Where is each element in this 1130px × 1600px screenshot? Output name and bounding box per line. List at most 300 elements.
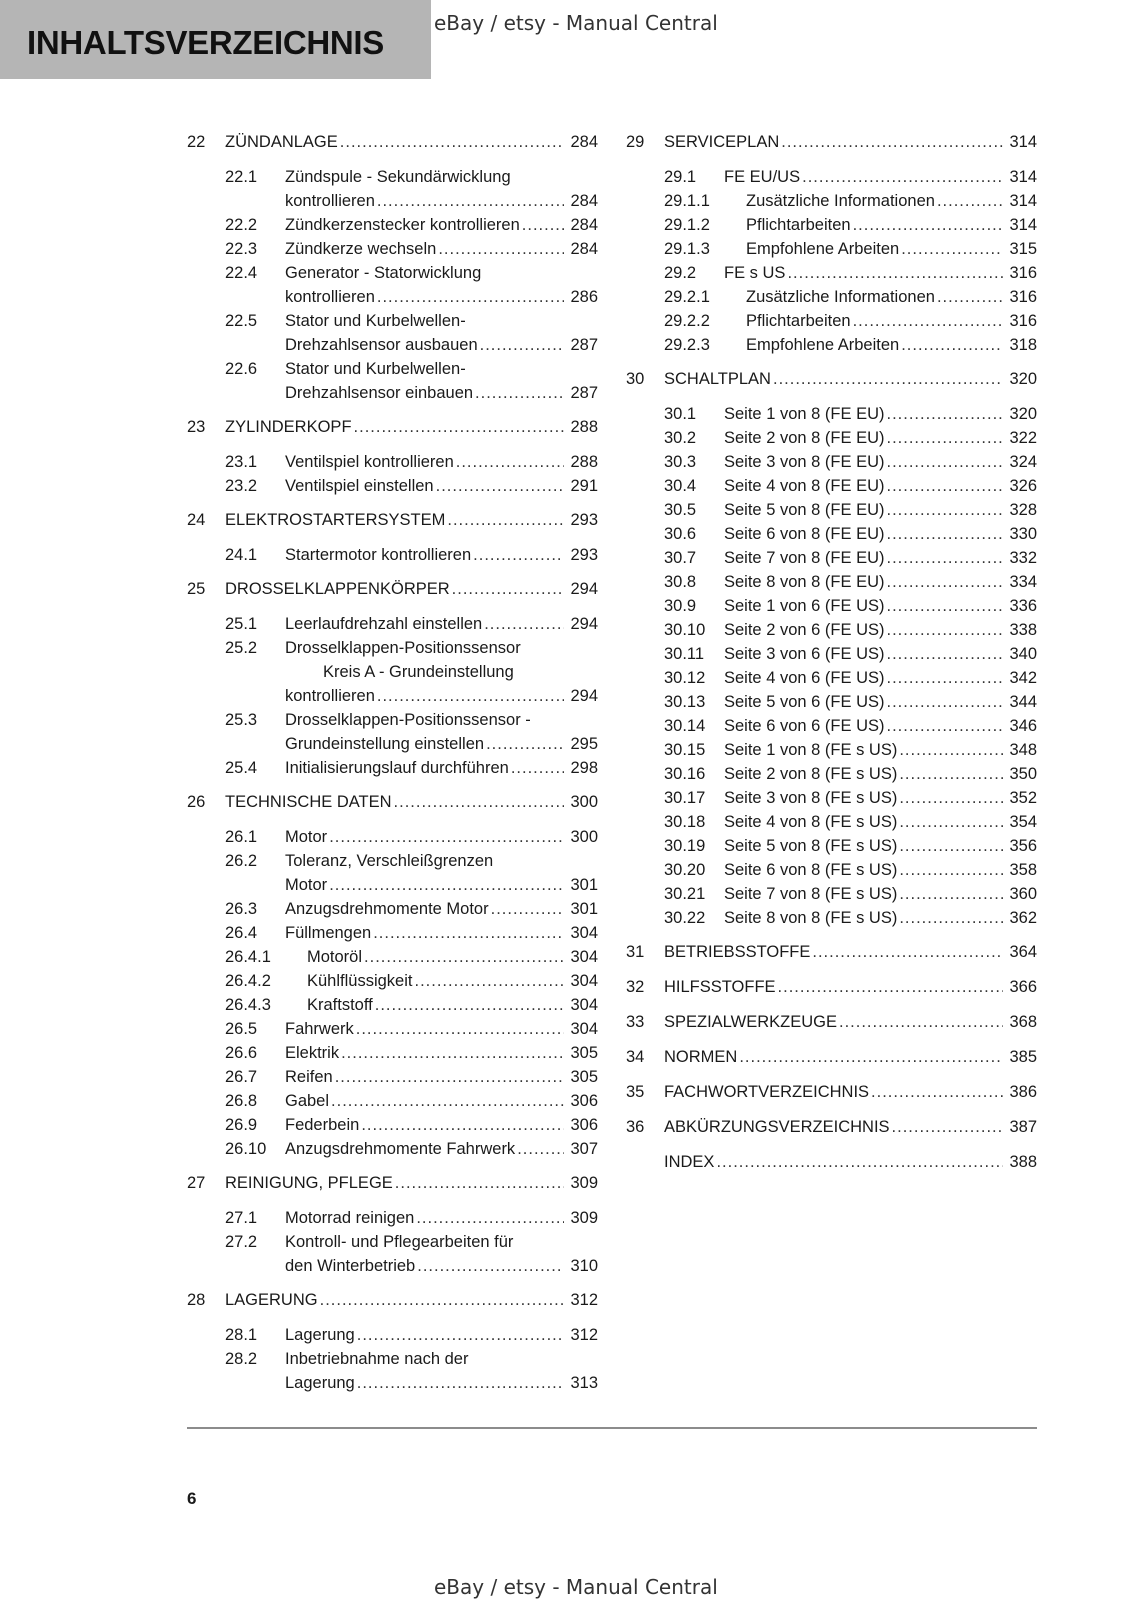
toc-entry[interactable]	[187, 612, 598, 636]
entry-page: 360	[1009, 885, 1037, 903]
entry-title: den Winterbetrieb	[285, 1257, 416, 1275]
leader-dots	[414, 969, 564, 993]
toc-entry[interactable]	[626, 402, 1037, 426]
leader-dots	[716, 1150, 1003, 1174]
toc-entry[interactable]	[626, 189, 1037, 213]
entry-title-line	[664, 189, 1037, 213]
entry-title: Seite 5 von 8 (FE EU)	[724, 501, 885, 519]
entry-title: Seite 8 von 8 (FE EU)	[724, 573, 885, 591]
entry-page: 342	[1009, 669, 1037, 687]
entry-page: 315	[1009, 240, 1037, 258]
entry-title-line	[225, 165, 598, 189]
entry-title: Initialisierungslauf durchführen	[285, 759, 509, 777]
entry-page: 336	[1009, 597, 1037, 615]
leader-dots	[886, 642, 1003, 666]
entry-page: 316	[1009, 288, 1037, 306]
entry-title-line	[664, 834, 1037, 858]
toc-entry[interactable]	[626, 165, 1037, 189]
entry-title: kontrollieren	[285, 687, 375, 705]
leader-dots	[886, 570, 1003, 594]
entry-number: 30.7	[664, 549, 697, 567]
entry-title-line	[664, 450, 1037, 474]
toc-chapter	[187, 1288, 598, 1395]
toc-entry[interactable]	[187, 543, 598, 567]
entry-title: Seite 1 von 8 (FE EU)	[724, 405, 885, 423]
entry-title-line	[664, 333, 1037, 357]
entry-title: Pflichtarbeiten	[746, 216, 851, 234]
chapter-title: ZÜNDANLAGE	[225, 133, 338, 151]
toc-entry[interactable]	[626, 474, 1037, 498]
entry-page: 304	[570, 924, 598, 942]
entry-title-line	[664, 546, 1037, 570]
entry-page: 305	[570, 1068, 598, 1086]
entry-number: 30.10	[664, 621, 706, 639]
chapter-page: 366	[1009, 978, 1037, 996]
chapter-number: 32	[626, 978, 645, 996]
toc-chapter-heading[interactable]	[187, 508, 598, 532]
entry-title-part: Stator und Kurbelwellen-	[285, 312, 466, 330]
chapter-title: DROSSELKLAPPENKÖRPER	[225, 580, 450, 598]
leader-dots	[491, 897, 564, 921]
entry-number: 23.1	[225, 453, 258, 471]
leader-dots	[802, 165, 1003, 189]
chapter-title: SCHALTPLAN	[664, 370, 771, 388]
toc-entry[interactable]	[187, 849, 598, 897]
entry-title-part: Stator und Kurbelwellen-	[285, 360, 466, 378]
entry-page: 301	[570, 876, 598, 894]
leader-dots	[356, 1017, 564, 1041]
toc-entry[interactable]	[187, 897, 598, 921]
chapter-number: 25	[187, 580, 206, 598]
toc-chapter-heading[interactable]	[187, 130, 598, 154]
leader-dots	[812, 940, 1003, 964]
leader-dots	[394, 790, 564, 814]
leader-dots	[377, 189, 564, 213]
entry-number: 26.2	[225, 852, 258, 870]
entry-number: 29.1	[664, 168, 697, 186]
entry-number: 30.1	[664, 405, 697, 423]
entry-number: 29.1.3	[664, 240, 710, 258]
entry-title-line	[225, 381, 598, 405]
entry-title-line	[664, 165, 1037, 189]
entry-title-part: Drosselklappen-Positionssensor	[285, 639, 521, 657]
leader-dots	[375, 993, 564, 1017]
toc-entry[interactable]	[187, 708, 598, 756]
entry-page: 304	[570, 996, 598, 1014]
leader-dots	[456, 450, 564, 474]
page-number: 6	[187, 1489, 197, 1508]
entry-number: 23.2	[225, 477, 258, 495]
leader-dots	[899, 786, 1003, 810]
leader-dots	[901, 333, 1003, 357]
toc-chapter-heading[interactable]	[187, 1171, 598, 1195]
entry-number: 30.19	[664, 837, 706, 855]
entry-number: 26.1	[225, 828, 258, 846]
entry-page: 348	[1009, 741, 1037, 759]
watermark-bottom: eBay / etsy - Manual Central	[434, 1575, 718, 1599]
entry-number: 30.20	[664, 861, 706, 879]
entry-title: Kraftstoff	[307, 996, 373, 1014]
entry-title: Seite 2 von 8 (FE EU)	[724, 429, 885, 447]
entry-number: 30.21	[664, 885, 706, 903]
toc-chapter-heading[interactable]	[187, 415, 598, 439]
toc-entry[interactable]	[187, 309, 598, 357]
chapter-number: 30	[626, 370, 645, 388]
chapter-title: INDEX	[664, 1153, 715, 1171]
toc-entry[interactable]	[187, 357, 598, 405]
entry-page: 298	[570, 759, 598, 777]
entry-title: Gabel	[285, 1092, 330, 1110]
entry-number: 29.2.1	[664, 288, 710, 306]
entry-page: 332	[1009, 549, 1037, 567]
toc-entry[interactable]	[626, 309, 1037, 333]
toc-entry[interactable]	[626, 333, 1037, 357]
toc-entry[interactable]	[187, 1041, 598, 1065]
chapter-title: LAGERUNG	[225, 1291, 318, 1309]
leader-dots	[899, 858, 1003, 882]
entry-number: 26.9	[225, 1116, 258, 1134]
chapter-number: 35	[626, 1083, 645, 1101]
entry-title: Startermotor kontrollieren	[285, 546, 472, 564]
entry-title: Grundeinstellung einstellen	[285, 735, 485, 753]
toc-chapter	[626, 130, 1037, 357]
toc-entry[interactable]	[626, 738, 1037, 762]
entry-page: 350	[1009, 765, 1037, 783]
entry-title: Seite 4 von 8 (FE EU)	[724, 477, 885, 495]
entry-number: 30.14	[664, 717, 706, 735]
toc-entry[interactable]	[187, 165, 598, 213]
entry-title-line	[225, 357, 598, 381]
entry-title: Seite 3 von 6 (FE US)	[724, 645, 885, 663]
toc-entry[interactable]	[187, 1137, 598, 1161]
leader-dots	[377, 285, 564, 309]
entry-title: Seite 6 von 8 (FE s US)	[724, 861, 898, 879]
entry-page: 330	[1009, 525, 1037, 543]
toc-entry[interactable]	[626, 498, 1037, 522]
entry-title: Reifen	[285, 1068, 333, 1086]
toc-entry[interactable]	[187, 1065, 598, 1089]
leader-dots	[480, 333, 564, 357]
entry-title-line	[225, 543, 598, 567]
chapter-page: 309	[570, 1174, 598, 1192]
footer-divider	[187, 1427, 1037, 1429]
watermark-top: eBay / etsy - Manual Central	[434, 11, 718, 35]
leader-dots	[886, 450, 1003, 474]
leader-dots	[377, 684, 564, 708]
toc-entry[interactable]	[626, 618, 1037, 642]
toc-chapter	[187, 508, 598, 567]
entry-title-line	[664, 738, 1037, 762]
entry-title-line	[225, 1371, 598, 1395]
entry-number: 30.5	[664, 501, 697, 519]
entry-title-line	[225, 1041, 598, 1065]
toc-chapter	[187, 415, 598, 498]
entry-title: Seite 6 von 6 (FE US)	[724, 717, 885, 735]
entry-title-part: Drosselklappen-Positionssensor -	[285, 711, 531, 729]
entry-title-line	[225, 1113, 598, 1137]
entry-title-line	[664, 762, 1037, 786]
entry-title: Seite 5 von 6 (FE US)	[724, 693, 885, 711]
entry-title: Kühlflüssigkeit	[307, 972, 413, 990]
toc-entry[interactable]	[626, 426, 1037, 450]
entry-title: Seite 6 von 8 (FE EU)	[724, 525, 885, 543]
toc-entry[interactable]	[187, 921, 598, 945]
toc-entry[interactable]	[626, 786, 1037, 810]
toc-entry[interactable]	[187, 1113, 598, 1137]
toc-chapter-heading[interactable]	[626, 130, 1037, 154]
entry-title-line	[225, 1089, 598, 1113]
entry-page: 304	[570, 948, 598, 966]
entry-title: Lagerung	[285, 1374, 355, 1392]
entry-page: 320	[1009, 405, 1037, 423]
toc-entry[interactable]	[626, 906, 1037, 930]
entry-page: 313	[570, 1374, 598, 1392]
toc-chapter	[626, 1010, 1037, 1034]
toc-entry[interactable]	[626, 450, 1037, 474]
toc-entry[interactable]	[626, 546, 1037, 570]
toc-entry[interactable]	[626, 762, 1037, 786]
entry-number: 29.2	[664, 264, 697, 282]
leader-dots	[436, 474, 564, 498]
toc-chapter	[626, 1080, 1037, 1104]
toc-chapter	[626, 1115, 1037, 1139]
leader-dots	[886, 690, 1003, 714]
chapter-page: 385	[1009, 1048, 1037, 1066]
entry-number: 29.2.2	[664, 312, 710, 330]
entry-title: Seite 1 von 6 (FE US)	[724, 597, 885, 615]
toc-chapter-heading[interactable]	[626, 940, 1037, 964]
entry-title: Federbein	[285, 1116, 360, 1134]
toc-entry[interactable]	[187, 450, 598, 474]
entry-title-line	[664, 522, 1037, 546]
entry-title-line	[225, 1347, 598, 1371]
entry-title-part: Inbetriebnahme nach der	[285, 1350, 469, 1368]
toc-entry[interactable]	[187, 261, 598, 309]
entry-title-line	[664, 714, 1037, 738]
entry-number: 30.12	[664, 669, 706, 687]
leader-dots	[395, 1171, 564, 1195]
entry-title: Seite 4 von 8 (FE s US)	[724, 813, 898, 831]
entry-page: 340	[1009, 645, 1037, 663]
entry-title-line	[225, 756, 598, 780]
toc-entry[interactable]	[187, 1017, 598, 1041]
toc-entry[interactable]	[187, 945, 598, 969]
entry-number: 30.15	[664, 741, 706, 759]
toc-entry[interactable]	[187, 993, 598, 1017]
chapter-number: 36	[626, 1118, 645, 1136]
entry-title: Zündkerzenstecker kontrollieren	[285, 216, 520, 234]
entry-page: 293	[570, 546, 598, 564]
entry-title: Empfohlene Arbeiten	[746, 336, 900, 354]
toc-chapter-heading[interactable]	[626, 1080, 1037, 1104]
entry-number: 25.2	[225, 639, 258, 657]
toc-chapter	[626, 940, 1037, 964]
toc-entry[interactable]	[626, 285, 1037, 309]
toc-chapter-heading[interactable]	[626, 1045, 1037, 1069]
entry-number: 25.3	[225, 711, 258, 729]
entry-number: 30.9	[664, 597, 697, 615]
entry-title: Empfohlene Arbeiten	[746, 240, 900, 258]
leader-dots	[475, 381, 564, 405]
leader-dots	[886, 594, 1003, 618]
toc-right-column	[626, 130, 1037, 1185]
entry-page: 284	[570, 240, 598, 258]
entry-title-line	[225, 849, 598, 873]
toc-entry[interactable]	[187, 474, 598, 498]
toc-entry[interactable]	[626, 642, 1037, 666]
toc-entry[interactable]	[187, 213, 598, 237]
toc-chapter-heading[interactable]	[187, 1288, 598, 1312]
entry-title-line	[225, 261, 598, 285]
toc-entry[interactable]	[187, 1206, 598, 1230]
chapter-title: ZYLINDERKOPF	[225, 418, 352, 436]
toc-chapter	[187, 130, 598, 405]
leader-dots	[886, 618, 1003, 642]
chapter-number: 34	[626, 1048, 645, 1066]
entry-number: 24.1	[225, 546, 258, 564]
leader-dots	[871, 1080, 1003, 1104]
toc-entry[interactable]	[626, 810, 1037, 834]
toc-entry[interactable]	[626, 594, 1037, 618]
entry-number: 30.17	[664, 789, 706, 807]
entry-number: 26.6	[225, 1044, 258, 1062]
entry-title-line	[664, 618, 1037, 642]
leader-dots	[522, 213, 564, 237]
entry-title: Seite 2 von 6 (FE US)	[724, 621, 885, 639]
entry-page: 356	[1009, 837, 1037, 855]
toc-entry[interactable]	[626, 213, 1037, 237]
toc-entry[interactable]	[626, 882, 1037, 906]
entry-title-line	[664, 213, 1037, 237]
entry-title: Füllmengen	[285, 924, 372, 942]
entry-title-part: Toleranz, Verschleißgrenzen	[285, 852, 494, 870]
entry-title-line	[664, 498, 1037, 522]
leader-dots	[329, 825, 564, 849]
entry-title: Drehzahlsensor ausbauen	[285, 336, 478, 354]
leader-dots	[335, 1065, 564, 1089]
leader-dots	[484, 612, 564, 636]
entry-title: Drehzahlsensor einbauen	[285, 384, 474, 402]
entry-title: Seite 7 von 8 (FE s US)	[724, 885, 898, 903]
toc-chapter-heading[interactable]	[187, 577, 598, 601]
toc-entry[interactable]	[187, 825, 598, 849]
entry-title-line	[664, 786, 1037, 810]
chapter-number: 26	[187, 793, 206, 811]
entry-page: 305	[570, 1044, 598, 1062]
toc-entry[interactable]	[626, 690, 1037, 714]
leader-dots	[901, 237, 1003, 261]
leader-dots	[853, 213, 1003, 237]
chapter-page: 312	[570, 1291, 598, 1309]
leader-dots	[331, 1089, 564, 1113]
entry-title-line	[225, 189, 598, 213]
chapter-page: 368	[1009, 1013, 1037, 1031]
toc-entry[interactable]	[626, 714, 1037, 738]
entry-page: 300	[570, 828, 598, 846]
toc-entry[interactable]	[187, 1323, 598, 1347]
entry-number: 30.2	[664, 429, 697, 447]
toc-chapter-heading[interactable]	[626, 975, 1037, 999]
entry-title-line	[225, 993, 598, 1017]
entry-number: 27.1	[225, 1209, 258, 1227]
entry-page: 304	[570, 1020, 598, 1038]
entry-title: Seite 4 von 6 (FE US)	[724, 669, 885, 687]
entry-number: 29.1.1	[664, 192, 710, 210]
entry-number: 26.4.2	[225, 972, 271, 990]
chapter-page: 388	[1009, 1153, 1037, 1171]
entry-title-line	[664, 810, 1037, 834]
entry-title-line	[225, 1230, 598, 1254]
toc-chapter-heading[interactable]	[626, 1010, 1037, 1034]
chapter-number: 22	[187, 133, 206, 151]
entry-title: Seite 8 von 8 (FE s US)	[724, 909, 898, 927]
leader-dots	[357, 1371, 564, 1395]
toc-chapter	[187, 790, 598, 1161]
leader-dots	[517, 1137, 564, 1161]
entry-page: 362	[1009, 909, 1037, 927]
toc-entry[interactable]	[626, 666, 1037, 690]
chapter-page: 386	[1009, 1083, 1037, 1101]
entry-title-line	[664, 858, 1037, 882]
entry-number: 22.3	[225, 240, 258, 258]
toc-entry[interactable]	[187, 1347, 598, 1395]
toc-entry[interactable]	[626, 522, 1037, 546]
entry-number: 30.11	[664, 645, 705, 663]
entry-number: 22.4	[225, 264, 258, 282]
leader-dots	[853, 309, 1003, 333]
toc-chapter-heading[interactable]	[187, 790, 598, 814]
leader-dots	[886, 474, 1003, 498]
toc-chapter-heading[interactable]	[626, 1150, 1037, 1174]
entry-title: Motorrad reinigen	[285, 1209, 415, 1227]
leader-dots	[886, 546, 1003, 570]
toc-entry[interactable]	[187, 636, 598, 708]
entry-page: 346	[1009, 717, 1037, 735]
toc-entry[interactable]	[187, 237, 598, 261]
leader-dots	[417, 1254, 564, 1278]
toc-chapter-heading[interactable]	[626, 1115, 1037, 1139]
entry-title-line	[225, 1017, 598, 1041]
entry-page: 291	[570, 477, 598, 495]
entry-title: FE EU/US	[724, 168, 801, 186]
chapter-page: 387	[1009, 1118, 1037, 1136]
toc-entry[interactable]	[187, 1230, 598, 1278]
chapter-title: ABKÜRZUNGSVERZEICHNIS	[664, 1118, 890, 1136]
entry-title-line	[664, 570, 1037, 594]
leader-dots	[899, 762, 1003, 786]
toc-entry[interactable]	[626, 237, 1037, 261]
entry-number: 30.3	[664, 453, 697, 471]
leader-dots	[340, 130, 564, 154]
entry-number: 30.18	[664, 813, 706, 831]
toc-entry[interactable]	[626, 834, 1037, 858]
chapter-title: HILFSSTOFFE	[664, 978, 776, 996]
toc-entry[interactable]	[187, 756, 598, 780]
toc-entry[interactable]	[626, 858, 1037, 882]
toc-entry[interactable]	[187, 1089, 598, 1113]
entry-page: 295	[570, 735, 598, 753]
toc-entry[interactable]	[187, 969, 598, 993]
leader-dots	[354, 415, 564, 439]
toc-entry[interactable]	[626, 570, 1037, 594]
entry-title: Anzugsdrehmomente Fahrwerk	[285, 1140, 516, 1158]
toc-entry[interactable]	[626, 261, 1037, 285]
entry-title-line	[664, 402, 1037, 426]
entry-page: 301	[570, 900, 598, 918]
leader-dots	[886, 714, 1003, 738]
chapter-number: 23	[187, 418, 206, 436]
toc-chapter-heading[interactable]	[626, 367, 1037, 391]
